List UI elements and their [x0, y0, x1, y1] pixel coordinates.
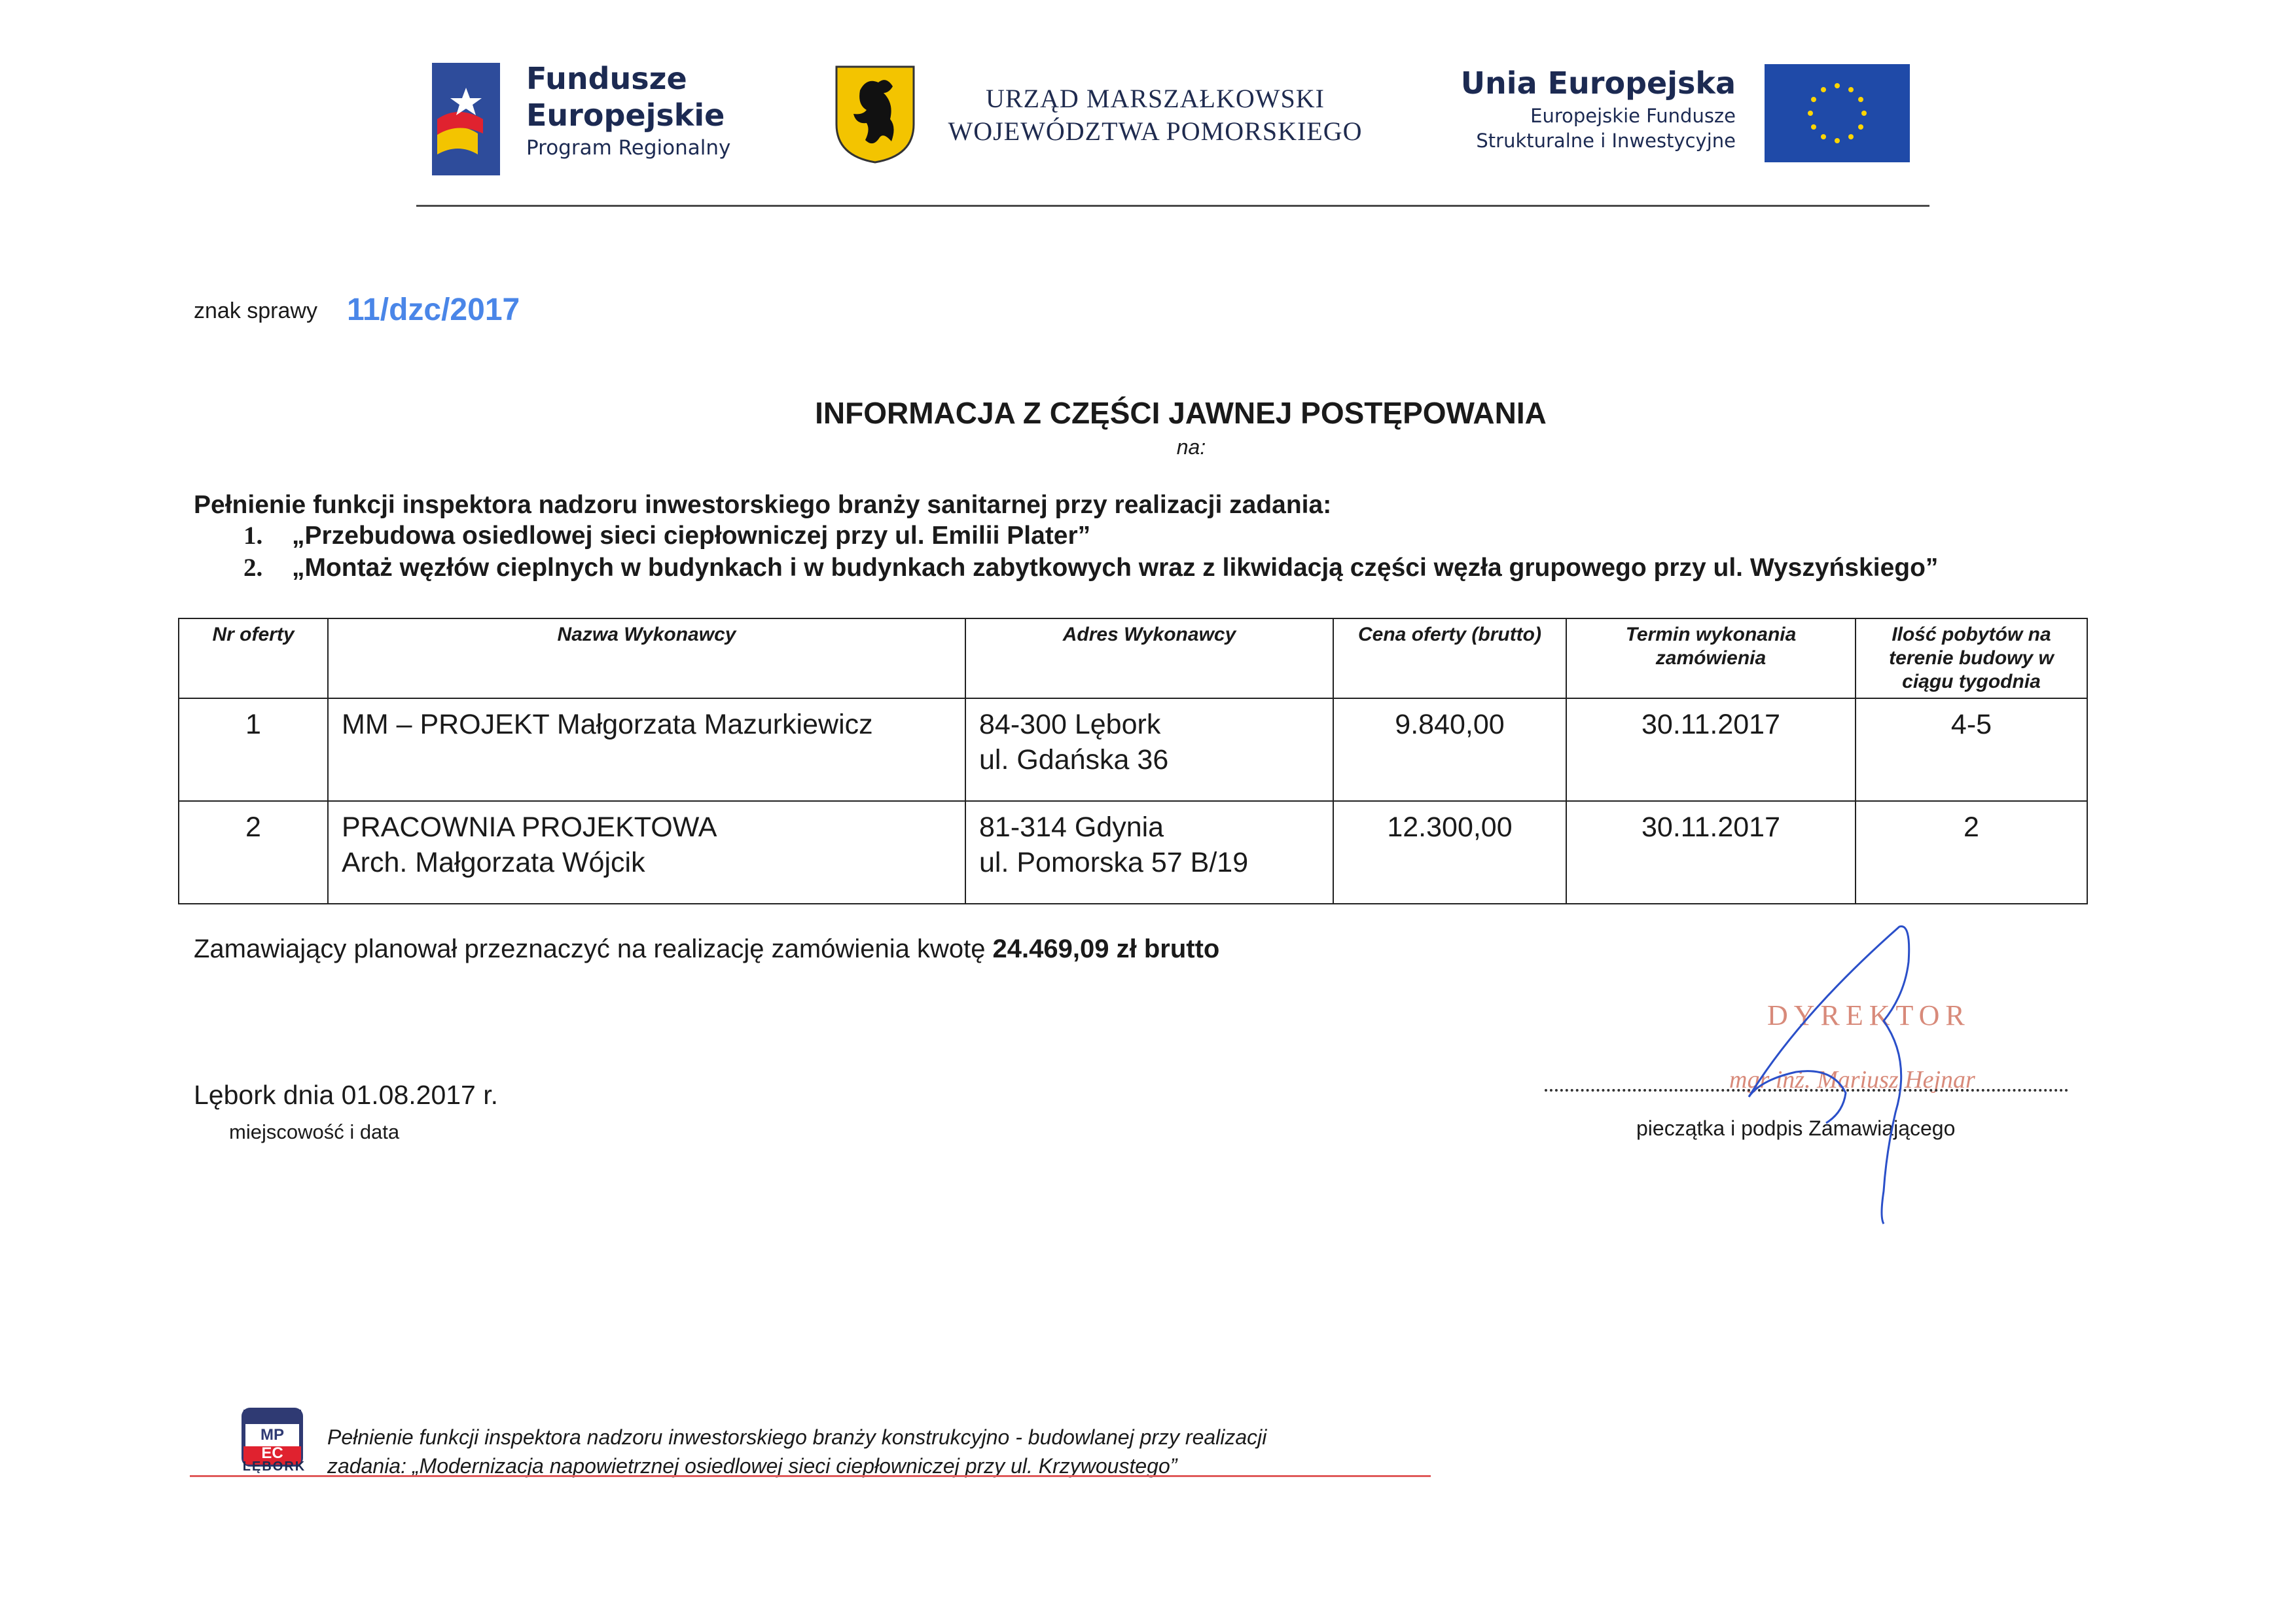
offer-price: 9.840,00 — [1333, 698, 1566, 801]
contractor-address — [965, 801, 1333, 904]
contractor-name-line: PRACOWNIA PROJEKTOWA — [342, 812, 717, 843]
case-number-label: znak sprawy — [194, 298, 317, 323]
column-header: Nazwa Wykonawcy — [328, 618, 965, 698]
site-visits: 4-5 — [1856, 698, 2087, 801]
ue-line2: Strukturalne i Inwestycyjne — [1476, 130, 1736, 152]
task-item — [243, 521, 1090, 550]
handwritten-signature-icon — [1715, 916, 1990, 1230]
column-header: Termin wykonania zamówienia — [1566, 618, 1856, 698]
offer-number: 1 — [179, 698, 328, 801]
case-number-value: 11/dzc/2017 — [347, 293, 520, 327]
offer-price: 12.300,00 — [1333, 801, 1566, 904]
completion-date: 30.11.2017 — [1566, 801, 1856, 904]
column-header: Cena oferty (brutto) — [1333, 618, 1566, 698]
footer-line1: Pełnienie funkcji inspektora nadzoru inwestorskiego branży konstrukcyjno - budowlanej przy realizacji — [327, 1425, 1267, 1449]
fundusze-europejskie-label — [526, 60, 730, 162]
task-item — [243, 553, 1938, 582]
subject-line: Pełnienie funkcji inspektora nadzoru inwestorskiego branży sanitarnej przy realizacji zadania: — [194, 491, 1332, 519]
address-line: ul. Gdańska 36 — [979, 744, 1169, 776]
offers-table — [178, 618, 2088, 904]
footer-divider — [190, 1475, 1431, 1477]
table-row — [179, 801, 2087, 904]
completion-date: 30.11.2017 — [1566, 698, 1856, 801]
column-header: Ilość pobytów na terenie budowy w ciągu tygodnia — [1856, 618, 2087, 698]
contractor-name-line: Arch. Małgorzata Wójcik — [342, 847, 645, 878]
fe-line1: Fundusze — [526, 61, 687, 96]
column-header: Adres Wykonawcy — [965, 618, 1333, 698]
header-divider — [416, 205, 1929, 207]
mpec-logo-caption: LĘBORK — [242, 1459, 306, 1474]
table-header-row — [179, 618, 2087, 698]
place-date-caption: miejscowość i data — [229, 1120, 400, 1143]
task-text: „Przebudowa osiedlowej sieci ciepłowniczej przy ul. Emilii Plater” — [292, 522, 1091, 550]
place-date-value: Lębork dnia 01.08.2017 r. — [194, 1080, 499, 1110]
pomorskie-griffin-crest-icon — [834, 64, 916, 164]
signature-caption: pieczątka i podpis Zamawiającego — [1636, 1116, 1956, 1140]
address-line: ul. Pomorska 57 B/19 — [979, 847, 1249, 878]
site-visits: 2 — [1856, 801, 2087, 904]
urzad-line1: URZĄD MARSZAŁKOWSKI — [986, 84, 1325, 113]
address-line: 84-300 Lębork — [979, 709, 1161, 740]
column-header: Nr oferty — [179, 618, 328, 698]
stamp-name: mgr inż. Mariusz Hejnar — [1729, 1066, 1975, 1094]
offer-number: 2 — [179, 801, 328, 904]
task-number: 1. — [243, 522, 263, 550]
ue-line1: Europejskie Fundusze — [1530, 105, 1736, 127]
mpec-logo-line1: MP — [260, 1426, 284, 1444]
eu-flag-icon — [1765, 64, 1910, 162]
mpec-logo-line2: EC — [261, 1444, 283, 1462]
urzad-marszalkowski-label — [929, 82, 1381, 148]
footer-note — [327, 1423, 1440, 1480]
table-row — [179, 698, 2087, 801]
ue-title: Unia Europejska — [1460, 65, 1736, 101]
footer-line2: zadania: „Modernizacja napowietrznej osiedlowej sieci ciepłowniczej przy ul. Krzywoustego” — [327, 1454, 1177, 1478]
address-line: 81-314 Gdynia — [979, 812, 1164, 843]
budget-amount: 24.469,09 zł brutto — [992, 935, 1220, 963]
fundusze-europejskie-logo-icon — [432, 63, 500, 175]
budget-statement — [194, 935, 1219, 964]
budget-text: Zamawiający planował przeznaczyć na realizację zamówienia kwotę — [194, 935, 993, 963]
urzad-line2: WOJEWÓDZTWA POMORSKIEGO — [948, 116, 1363, 146]
task-number: 2. — [243, 554, 263, 582]
contractor-address — [965, 698, 1333, 801]
task-text: „Montaż węzłów cieplnych w budynkach i w budynkach zabytkowych wraz z likwidacją części węzła grupowego przy ul. Wyszyńskiego” — [292, 554, 1939, 582]
fe-line2: Europejskie — [526, 98, 725, 133]
contractor-name-line: MM – PROJEKT Małgorzata Mazurkiewicz — [342, 709, 873, 740]
fe-line3: Program Regionalny — [526, 136, 731, 160]
unia-europejska-label — [1433, 63, 1736, 153]
document-title: INFORMACJA Z CZĘŚCI JAWNEJ POSTĘPOWANIA — [815, 396, 1547, 430]
contractor-name — [328, 698, 965, 801]
contractor-name — [328, 801, 965, 904]
document-title-sub: na: — [1176, 435, 1206, 459]
stamp-title: DYREKTOR — [1767, 999, 1971, 1031]
